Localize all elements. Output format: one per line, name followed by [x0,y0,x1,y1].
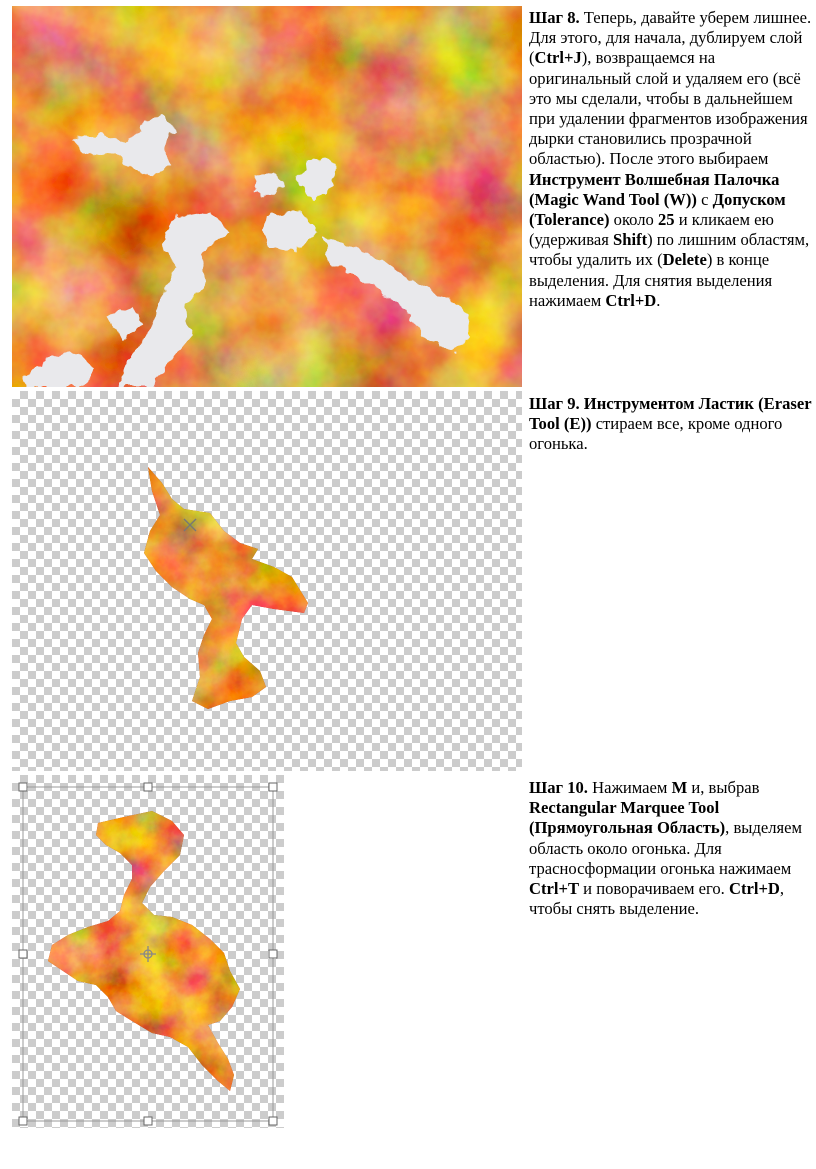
text: ) по лишним областям, чтобы удалить их ( [529,230,810,270]
bold-text: Ctrl+J [534,48,582,68]
step10-text [529,778,813,919]
bold-text: Shift [613,230,648,250]
step8-text [529,8,813,311]
bold-text: 25 [657,210,675,230]
bold-text: Шаг 9. Инструментом Ластик (Eraser Tool (E)) [529,394,812,434]
text: , чтобы снять выделение. [529,879,785,919]
text: стираем все, кроме одного огонька. [529,414,783,454]
bold-text: Шаг 10. [529,778,588,797]
step8-fire-image [12,6,522,387]
step9-text [529,394,813,455]
bold-text: Допуском (Tolerance) [529,189,786,230]
text: и, выбрав [687,778,760,797]
text: Теперь, давайте уберем лишнее. Для этого, для начала, дублируем слой ( [529,8,812,68]
bold-text: M [671,778,688,797]
text: около [609,210,658,230]
bold-text: Шаг 8. [529,8,580,27]
bold-text: Ctrl+D [728,879,780,899]
text: . [656,290,661,310]
bold-text: Ctrl+D [605,290,657,310]
step9-eraser-image [12,391,522,771]
text: с [696,189,713,209]
bold-text: Ctrl+T [529,879,580,899]
bold-text: Delete [662,250,707,270]
step10-transform-image [12,775,284,1128]
step10-paragraph [529,778,802,918]
text: ), возвращаемся на оригинальный слой и удаляем его (всё это мы сделали, чтобы в дальнейшем при удалении фрагментов изображения дырки становились прозрачной областью). После этого выбираем [529,48,808,169]
text: и поворачиваем его. [579,879,729,899]
text: и кликаем ею (удерживая [529,210,774,250]
text: , выделяем область около огонька. Для трасносформации огонька нажимаем [529,818,803,878]
text: ) в конце выделения. Для снятия выделения нажимаем [529,250,773,310]
step9-paragraph [529,394,811,453]
bold-text: Rectangular Marquee Tool (Прямоугольная Область) [529,798,726,838]
bold-text: Инструмент Волшебная Палочка (Magic Wand Tool (W)) [529,169,780,209]
step8-paragraph [529,8,811,310]
text: Нажимаем [587,778,672,797]
